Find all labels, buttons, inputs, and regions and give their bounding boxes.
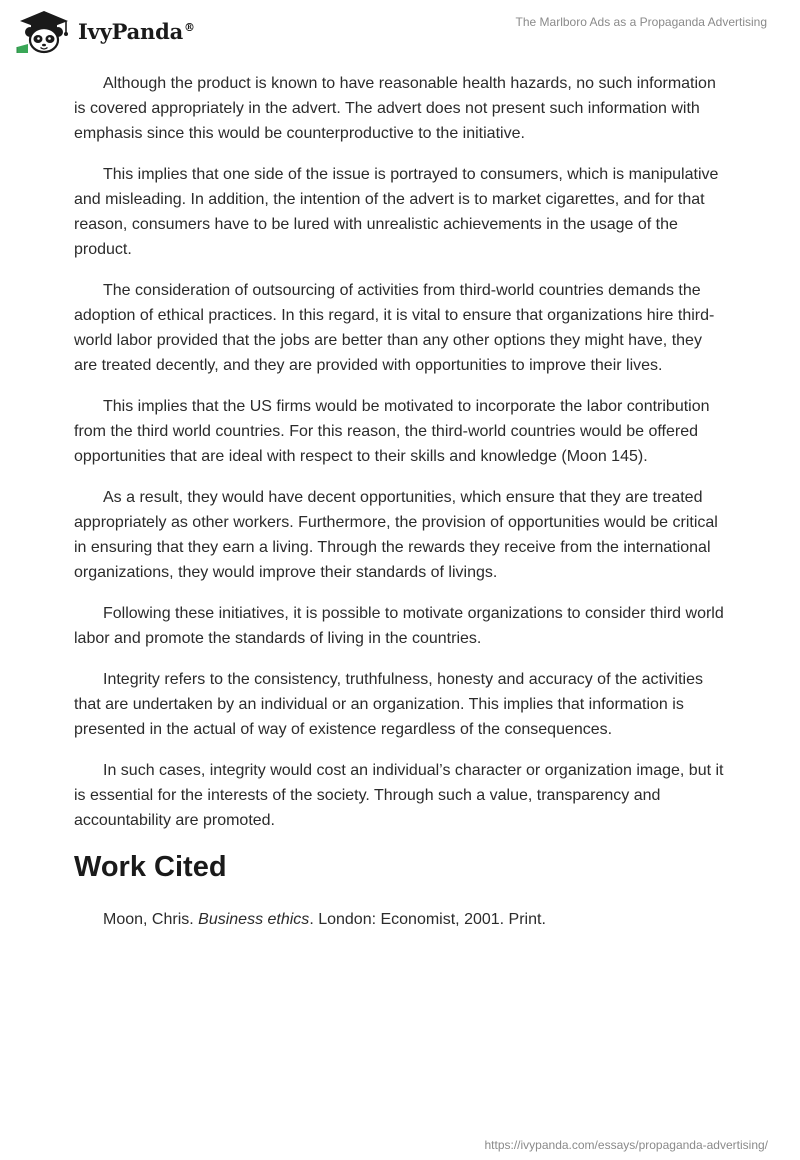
paragraph-5: As a result, they would have decent opportunities, which ensure that they are treated appropriately as other workers. Furthermore, the provision of opportunities would be critical in ensuring that they earn a living. Through the rewards they receive from the international organizations, they would improve their standards of livings.: [74, 489, 718, 581]
paragraph-4: This implies that the US firms would be motivated to incorporate the labor contribution from the third world countries. For this reason, the third-world countries would be offered opportunities that are ideal with respect to their skills and knowledge (Moon 145).: [74, 398, 710, 465]
citation-author: Moon, Chris.: [103, 911, 199, 928]
paragraph-3: The consideration of outsourcing of activities from third-world countries demands the adoption of ethical practices. In this regard, it is vital to ensure that organizations hire third-world labor provided that the jobs are better than any other options they might have, they are treated decently, and they are provided with opportunities to improve their lives.: [74, 282, 715, 374]
citation-title: Business ethics: [198, 911, 310, 928]
paragraph-1: Although the product is known to have reasonable health hazards, no such information is covered appropriately in the advert. The advert does not present such information with emphasis since this would be counterproductive to the initiative.: [74, 75, 716, 142]
works-cited-heading: Work Cited: [74, 851, 227, 883]
page-header: [0, 0, 800, 64]
paragraph-6: Following these initiatives, it is possible to motivate organizations to consider third world labor and promote the standards of living in the countries.: [74, 605, 724, 647]
source-url[interactable]: https://ivypanda.com/essays/propaganda-advertising/: [484, 1138, 768, 1152]
paragraph-8: In such cases, integrity would cost an individual’s character or organization image, but it is essential for the interests of the society. Through such a value, transparency and accountability are promoted.: [74, 762, 724, 829]
registered-mark: ®: [184, 20, 195, 34]
paragraph-2: This implies that one side of the issue is portrayed to consumers, which is manipulative and misleading. In addition, the intention of the advert is to market cigarettes, and for that reason, consumers have to be lured with unrealistic achievements in the usage of the product.: [74, 166, 719, 258]
brand-name: IvyPanda®: [78, 18, 195, 44]
citation-publication: . London: Economist, 2001. Print.: [309, 911, 546, 928]
brand-logo[interactable]: [14, 8, 195, 54]
paragraph-7: Integrity refers to the consistency, truthfulness, honesty and accuracy of the activities that are undertaken by an individual or an organization. This implies that information is presented in the actual of way of existence regardless of the consequences.: [74, 671, 703, 738]
essay-content: [74, 71, 724, 932]
panda-graduation-cap-icon: [14, 8, 74, 54]
citation-entry: [74, 907, 724, 932]
document-title: The Marlboro Ads as a Propaganda Advertising: [515, 15, 767, 29]
